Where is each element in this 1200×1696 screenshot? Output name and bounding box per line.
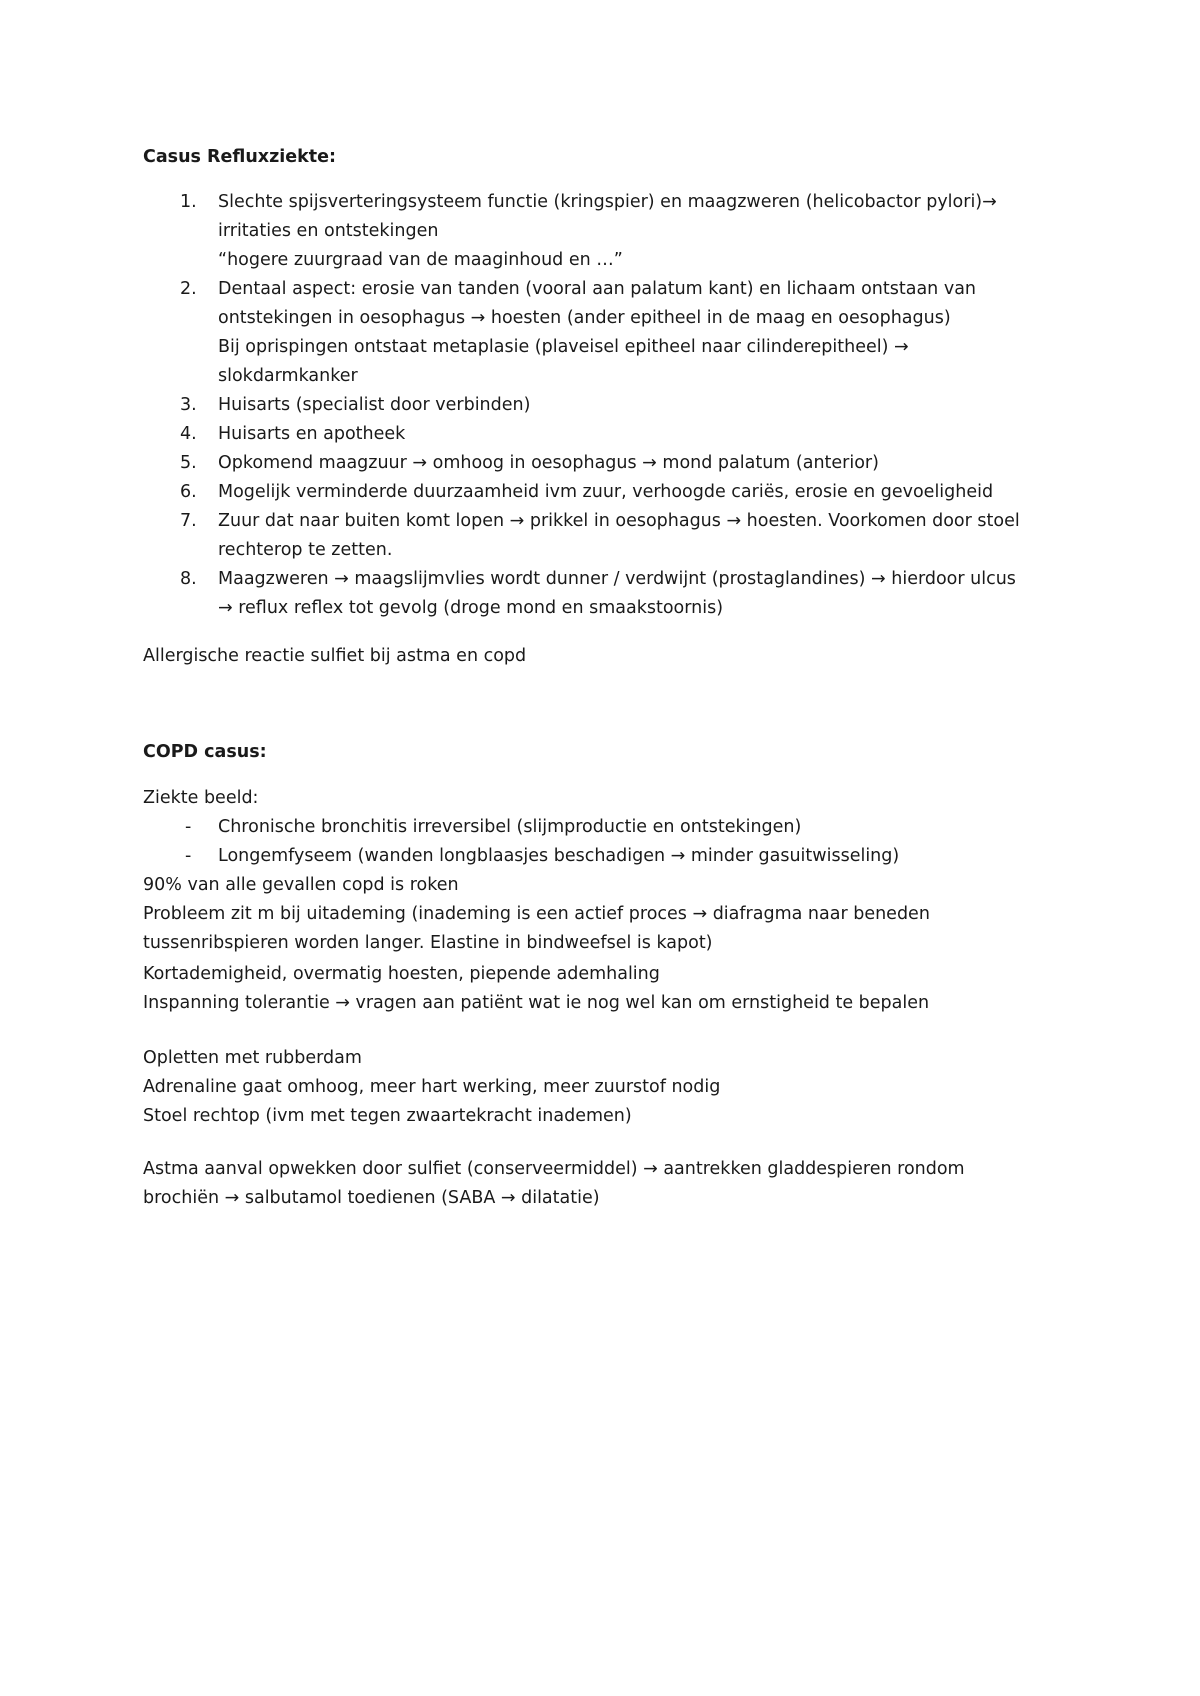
list-line: ontstekingen in oesophagus → hoesten (ander epitheel in de maag en oesophagus): [218, 308, 951, 328]
copd-section: [143, 738, 1083, 767]
list-line: slokdarmkanker: [218, 366, 358, 386]
dash-marker: -: [185, 817, 192, 837]
reflux-note-block: [143, 642, 1083, 671]
list-item: [143, 813, 1083, 842]
list-number: 5.: [180, 453, 197, 473]
list-number: 3.: [180, 395, 197, 415]
list-line: “hogere zuurgraad van de maaginhoud en …”: [218, 250, 623, 270]
list-item: [143, 420, 1083, 449]
list-item: [143, 478, 1083, 507]
list-number: 1.: [180, 192, 197, 212]
list-item: [143, 565, 1083, 623]
list-item: [143, 449, 1083, 478]
copd-body: [143, 784, 1083, 958]
list-item: [143, 507, 1083, 565]
copd-intro: Ziekte beeld:: [143, 788, 259, 808]
list-line: Longemfyseem (wanden longblaasjes beschadigen → minder gasuitwisseling): [218, 846, 900, 866]
list-line: Dentaal aspect: erosie van tanden (vooral aan palatum kant) en lichaam ontstaan van: [218, 279, 977, 299]
list-item: [143, 391, 1083, 420]
reflux-numbered-list: [143, 188, 1083, 623]
list-line: Bij oprispingen ontstaat metaplasie (plaveisel epitheel naar cilinderepitheel) →: [218, 337, 909, 357]
paragraph-line: Inspanning tolerantie → vragen aan patiënt wat ie nog wel kan om ernstigheid te bepalen: [143, 993, 930, 1013]
paragraph-line: Adrenaline gaat omhoog, meer hart werking, meer zuurstof nodig: [143, 1077, 721, 1097]
list-line: → reflux reflex tot gevolg (droge mond en smaakstoornis): [218, 598, 724, 618]
list-number: 8.: [180, 569, 197, 589]
list-item: [143, 275, 1083, 391]
list-line: Huisarts en apotheek: [218, 424, 406, 444]
copd-precautions: [143, 1044, 1083, 1131]
reflux-note: Allergische reactie sulfiet bij astma en copd: [143, 646, 527, 666]
paragraph-line: Opletten met rubberdam: [143, 1048, 362, 1068]
list-line: rechterop te zetten.: [218, 540, 393, 560]
copd-symptoms: [143, 960, 1083, 1018]
reflux-heading: Casus Refluxziekte:: [143, 147, 337, 167]
paragraph-line: Stoel rechtop (ivm met tegen zwaartekracht inademen): [143, 1106, 632, 1126]
list-number: 4.: [180, 424, 197, 444]
list-line: irritaties en ontstekingen: [218, 221, 439, 241]
list-line: Opkomend maagzuur → omhoog in oesophagus → mond palatum (anterior): [218, 453, 879, 473]
list-item: [143, 188, 1083, 275]
dash-marker: -: [185, 846, 192, 866]
copd-asthma: [143, 1155, 1083, 1213]
paragraph-line: tussenribspieren worden langer. Elastine in bindweefsel is kapot): [143, 933, 713, 953]
reflux-list-block: [143, 188, 1083, 623]
paragraph-line: 90% van alle gevallen copd is roken: [143, 875, 459, 895]
list-line: Mogelijk verminderde duurzaamheid ivm zuur, verhoogde cariës, erosie en gevoeligheid: [218, 482, 994, 502]
list-line: Huisarts (specialist door verbinden): [218, 395, 531, 415]
copd-heading: COPD casus:: [143, 742, 267, 762]
list-line: Slechte spijsverteringsysteem functie (kringspier) en maagzweren (helicobactor pylori)→: [218, 192, 997, 212]
copd-bullet-list: [143, 813, 1083, 871]
list-number: 6.: [180, 482, 197, 502]
reflux-section: [143, 143, 1083, 172]
paragraph-line: brochiën → salbutamol toedienen (SABA → dilatatie): [143, 1188, 600, 1208]
list-line: Zuur dat naar buiten komt lopen → prikkel in oesophagus → hoesten. Voorkomen door stoel: [218, 511, 1020, 531]
paragraph-line: Kortademigheid, overmatig hoesten, piepende ademhaling: [143, 964, 660, 984]
paragraph-line: Probleem zit m bij uitademing (inademing is een actief proces → diafragma naar beneden: [143, 904, 930, 924]
list-number: 7.: [180, 511, 197, 531]
list-line: Chronische bronchitis irreversibel (slijmproductie en ontstekingen): [218, 817, 802, 837]
paragraph-line: Astma aanval opwekken door sulfiet (conserveermiddel) → aantrekken gladdespieren rondom: [143, 1159, 965, 1179]
list-line: Maagzweren → maagslijmvlies wordt dunner / verdwijnt (prostaglandines) → hierdoor ulcus: [218, 569, 1016, 589]
list-item: [143, 842, 1083, 871]
list-number: 2.: [180, 279, 197, 299]
